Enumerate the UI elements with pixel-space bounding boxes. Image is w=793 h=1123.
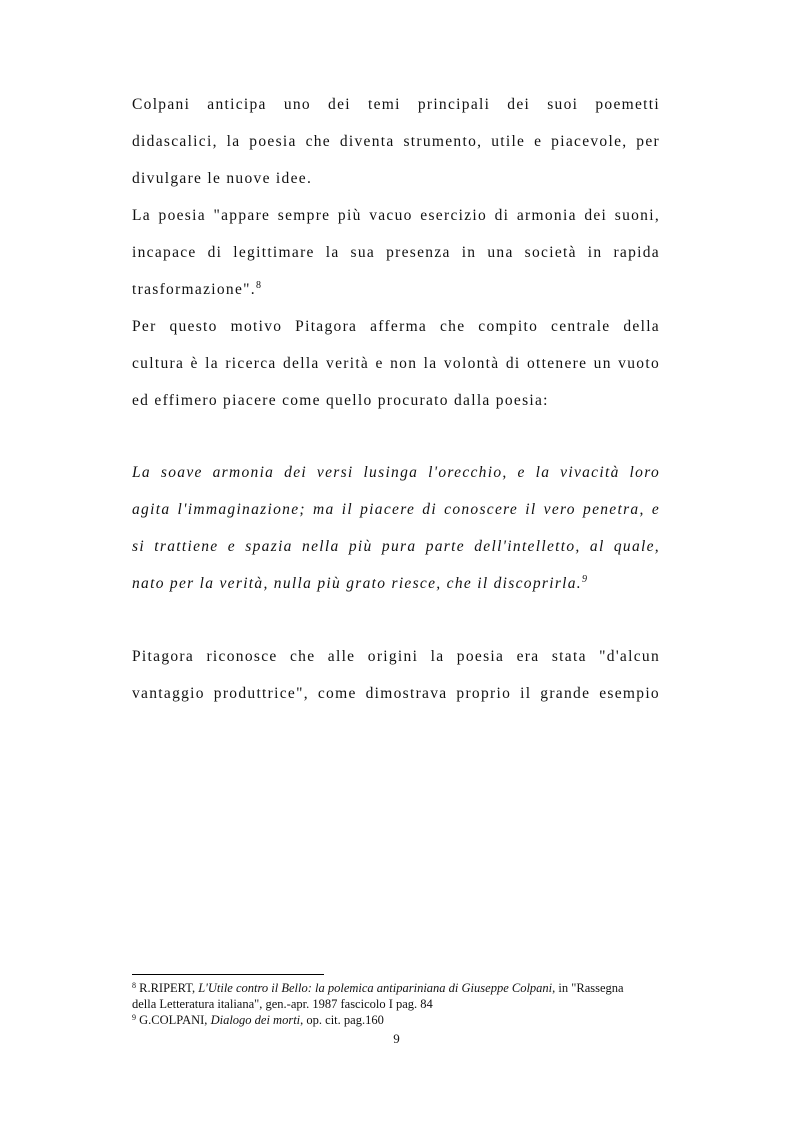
quote-line: agita l'immaginazione; ma il piacere di conoscere il vero penetra, e [132,501,660,518]
body-line: ed effimero piacere come quello procurato dalla poesia: [132,392,549,409]
body-line: incapace di legittimare la sua presenza in una società in rapida [132,244,660,261]
footnote-title: L'Utile contro il Bello: la polemica antipariniana di Giuseppe Colpani [198,981,553,995]
body-line-text: trasformazione". [132,281,256,298]
footnote-8 [132,980,662,996]
body-line: Per questo motivo Pitagora afferma che compito centrale della [132,318,660,335]
body-line: La poesia "appare sempre più vacuo esercizio di armonia dei suoni, [132,207,660,224]
body-line: divulgare le nuove idee. [132,170,313,187]
footnote-divider [132,974,324,975]
footnote-author: R.RIPERT, [136,981,199,995]
footnote-rest: , op. cit. pag.160 [300,1013,384,1027]
quote-line-text: nato per la verità, nulla più grato riesce, che il discoprirla. [132,575,582,592]
footnote-rest: , in "Rassegna [552,981,624,995]
page-number: 9 [393,1031,400,1046]
footnote-ref-9[interactable]: 9 [582,574,587,585]
footnote-author: G.COLPANI, [136,1013,211,1027]
quote-line: La soave armonia dei versi lusinga l'orecchio, e la vivacità loro [132,464,660,481]
footnote-mark: 8 [132,981,136,990]
footnote-8-continuation: della Letteratura italiana", gen.-apr. 1987 fascicolo I pag. 84 [132,997,433,1011]
quote-line: si trattiene e spazia nella più pura parte dell'intelletto, al quale, [132,538,660,555]
footnote-title: Dialogo dei morti [210,1013,301,1027]
body-line [132,279,660,301]
body-line: cultura è la ricerca della verità e non la volontà di ottenere un vuoto [132,355,660,372]
footnote-ref-8[interactable]: 8 [255,280,261,291]
footnote-mark: 9 [132,1013,136,1022]
body-line: Pitagora riconosce che alle origini la poesia era stata "d'alcun [132,648,660,665]
quote-line [132,573,660,595]
body-line: vantaggio produttrice", come dimostrava proprio il grande esempio [132,685,660,702]
footnote-9 [132,1012,662,1028]
body-line: Colpani anticipa uno dei temi principali dei suoi poemetti [132,96,660,113]
body-line: didascalici, la poesia che diventa strumento, utile e piacevole, per [132,133,660,150]
